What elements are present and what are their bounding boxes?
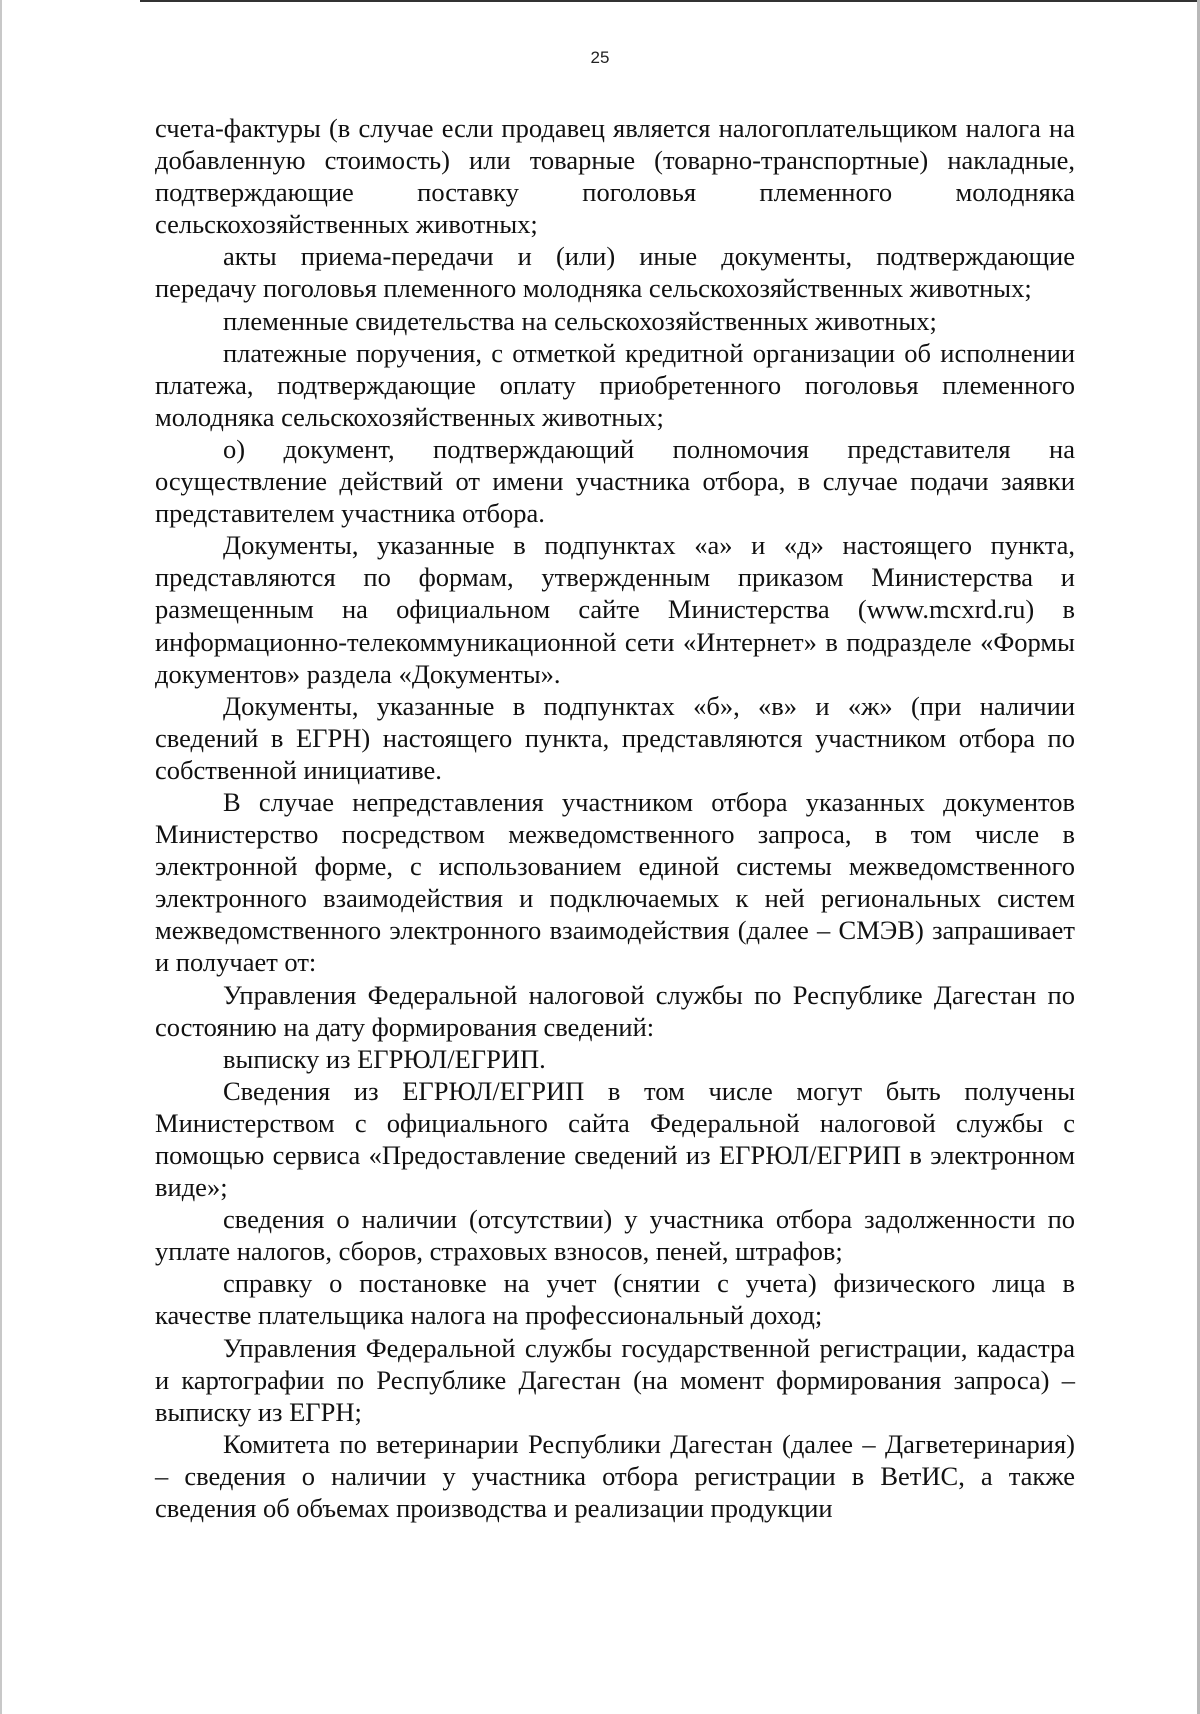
paragraph-forms-a-d: Документы, указанные в подпунктах «а» и «д» настоящего пункта, представляются по формам, утвержденным приказом Министерства и размещенным на официальном сайте Министерства (www.mcxrd.ru) в информационно-телекоммуникационной сети «Интернет» в подразделе «Формы документов» раздела «Документы». (155, 530, 1075, 689)
paragraph-smev-request: В случае непредставления участником отбора указанных документов Министерство посредством межведомственного запроса, в том числе в электронной форме, с использованием единой системы межведомственного электронного взаимодействия и подключаемых к ней региональных систем межведомственного электронного взаимодействия (далее – СМЭВ) запрашивает и получает от: (155, 786, 1075, 978)
paragraph-transfer-acts: акты приема-передачи и (или) иные документы, подтверждающие передачу поголовья племенного молодняка сельскохозяйственных животных; (155, 241, 1075, 304)
paragraph-rosreestr: Управления Федеральной службы государственной регистрации, кадастра и картографии по Республике Дагестан (на момент формирования запроса) – выписку из ЕГРН; (155, 1332, 1075, 1427)
paragraph-egrul-extract: выписку из ЕГРЮЛ/ЕГРИП. (223, 1043, 546, 1074)
paragraph-payment-orders: платежные поручения, с отметкой кредитной организации об исполнении платежа, подтверждающие оплату приобретенного поголовья племенного молодняка сельскохозяйственных животных; (155, 337, 1075, 432)
paragraph-breeding-certificates: племенные свидетельства на сельскохозяйственных животных; (223, 305, 937, 336)
document-body (155, 112, 1075, 1524)
scan-edge-top (140, 0, 1200, 2)
paragraph-egrul-website: Сведения из ЕГРЮЛ/ЕГРИП в том числе могут быть получены Министерством с официального сайта Федеральной налоговой службы с помощью сервиса «Предоставление сведений из ЕГРЮЛ/ЕГРИП в электронном виде»; (155, 1075, 1075, 1203)
paragraph-tax-debt: сведения о наличии (отсутствии) у участника отбора задолженности по уплате налогов, сборов, страховых взносов, пеней, штрафов; (155, 1204, 1075, 1267)
paragraph-invoices: счета-фактуры (в случае если продавец является налогоплательщиком налога на добавленную стоимость) или товарные (товарно-транспортные) накладные, подтверждающие поставку поголовья племенного молодняка сельскохозяйственных животных; (155, 113, 1075, 240)
paragraph-self-employed: справку о постановке на учет (снятии с учета) физического лица в качестве плательщика налога на профессиональный доход; (155, 1268, 1075, 1331)
paragraph-forms-b-v-zh: Документы, указанные в подпунктах «б», «в» и «ж» (при наличии сведений в ЕГРН) настоящего пункта, представляются участником отбора по собственной инициативе. (155, 690, 1075, 785)
page-number: 25 (590, 48, 610, 67)
paragraph-item-o-representative: о) документ, подтверждающий полномочия представителя на осуществление действий от имени участника отбора, в случае подачи заявки представителем участника отбора. (155, 433, 1075, 529)
paragraph-tax-service: Управления Федеральной налоговой службы по Республике Дагестан по состоянию на дату формирования сведений: (155, 979, 1075, 1042)
scan-edge-left (0, 0, 2, 1714)
paragraph-veterinary-committee: Комитета по ветеринарии Республики Дагестан (далее – Дагветеринария) – сведения о наличии у участника отбора регистрации в ВетИС, а также сведения об объемах производства и реализации продукции (155, 1428, 1075, 1524)
